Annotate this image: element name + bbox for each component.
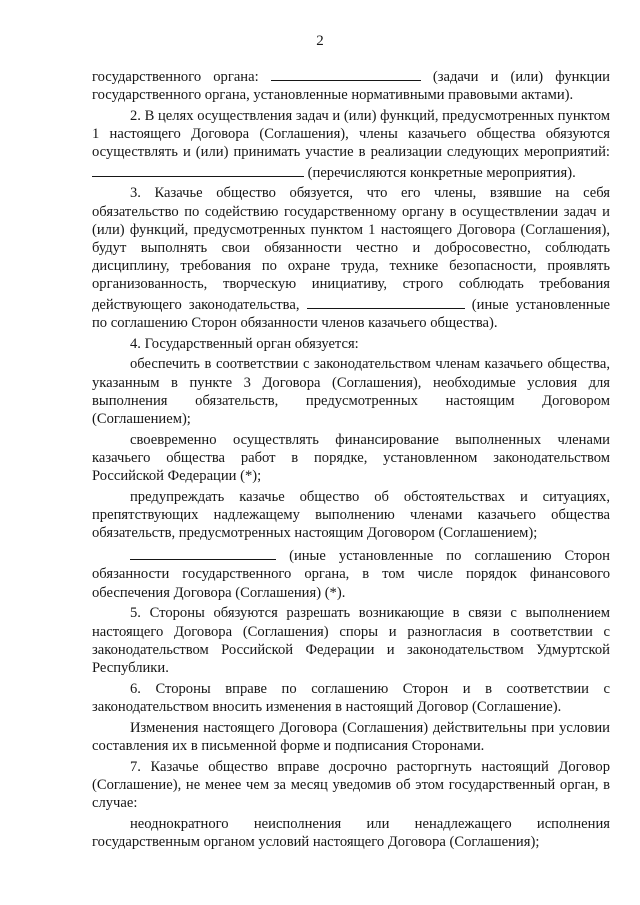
text-run: (иные установленные по соглашению Сторон обязанности государственного органа, в том числе порядок финансового обеспечения Договора (Соглашения) (*).	[92, 548, 610, 601]
paragraph-5: 5. Стороны обязуются разрешать возникающие в связи с выполнением настоящего Договора (Соглашения) споры и разногласия в соответствии с законодательством Российской Федерации и законодательством Удмуртской Республики.	[92, 605, 610, 677]
blank-line	[271, 66, 421, 81]
paragraph-4-item-1: обеспечить в соответствии с законодательством членам казачьего общества, указанным в пункте 3 Договора (Соглашения), необходимые условия для выполнения обязательств, предусмотренных настоящим Договором (Соглашением);	[92, 356, 610, 428]
document-body	[92, 66, 610, 854]
blank-line	[130, 545, 276, 560]
paragraph-6-item-1: Изменения настоящего Договора (Соглашения) действительны при условии составления их в письменной форме и подписания Сторонами.	[92, 719, 610, 755]
paragraph-7: 7. Казачье общество вправе досрочно расторгнуть настоящий Договор (Соглашение), не менее чем за месяц уведомив об этом государственный орган, в случае:	[92, 758, 610, 812]
paragraph-6: 6. Стороны вправе по соглашению Сторон и в соответствии с законодательством вносить изменения в настоящий Договор (Соглашение).	[92, 680, 610, 716]
text-run: 3. Казачье общество обязуется, что его члены, взявшие на себя обязательство по содействию государственному органу в осуществлении задач и (или) функций, предусмотренных пунктом 1 настоящего Договора (Соглашения), будут выполнять свои обязанности честно и добросовестно, соблюдать дисциплину, требования по охране труда, технике безопасности, проявлять организованность, творческую инициативу, строго соблюдать требования действующего законодательства,	[92, 185, 610, 313]
blank-line	[92, 162, 304, 177]
text-run: (перечисляются конкретные мероприятия).	[304, 164, 576, 181]
paragraph-4-item-2: своевременно осуществлять финансирование выполненных членами казачьего общества работ в порядке, установленном законодательством Российской Федерации (*);	[92, 431, 610, 485]
text-run: (иные установленные по соглашению Сторон обязанности членов казачьего общества).	[92, 296, 610, 331]
text-run: (задачи и (или) функции государственного органа, установленные нормативными правовыми актами).	[92, 69, 610, 104]
blank-line	[307, 294, 465, 309]
paragraph-1-continued	[92, 66, 610, 104]
paragraph-3	[92, 184, 610, 332]
text-run: государственного органа:	[92, 69, 271, 85]
paragraph-4: 4. Государственный орган обязуется:	[130, 335, 359, 352]
paragraph-7-item-1: неоднократного неисполнения или ненадлежащего исполнения государственным органом условий настоящего Договора (Соглашения);	[92, 816, 610, 851]
paragraph-4-item-3: предупреждать казачье общество об обстоятельствах и ситуациях, препятствующих надлежащему выполнению членами казачьего общества обязательств, предусмотренных настоящим Договором (Соглашением);	[92, 489, 610, 542]
page-number: 2	[316, 33, 324, 49]
text-run: 2. В целях осуществления задач и (или) функций, предусмотренных пунктом 1 настоящего Договора (Соглашения), члены казачьего общества обязуются осуществлять и (или) принимать участие в реализации следующих мероприятий:	[92, 108, 610, 161]
paragraph-2	[92, 107, 610, 182]
paragraph-4-item-4	[92, 545, 610, 602]
